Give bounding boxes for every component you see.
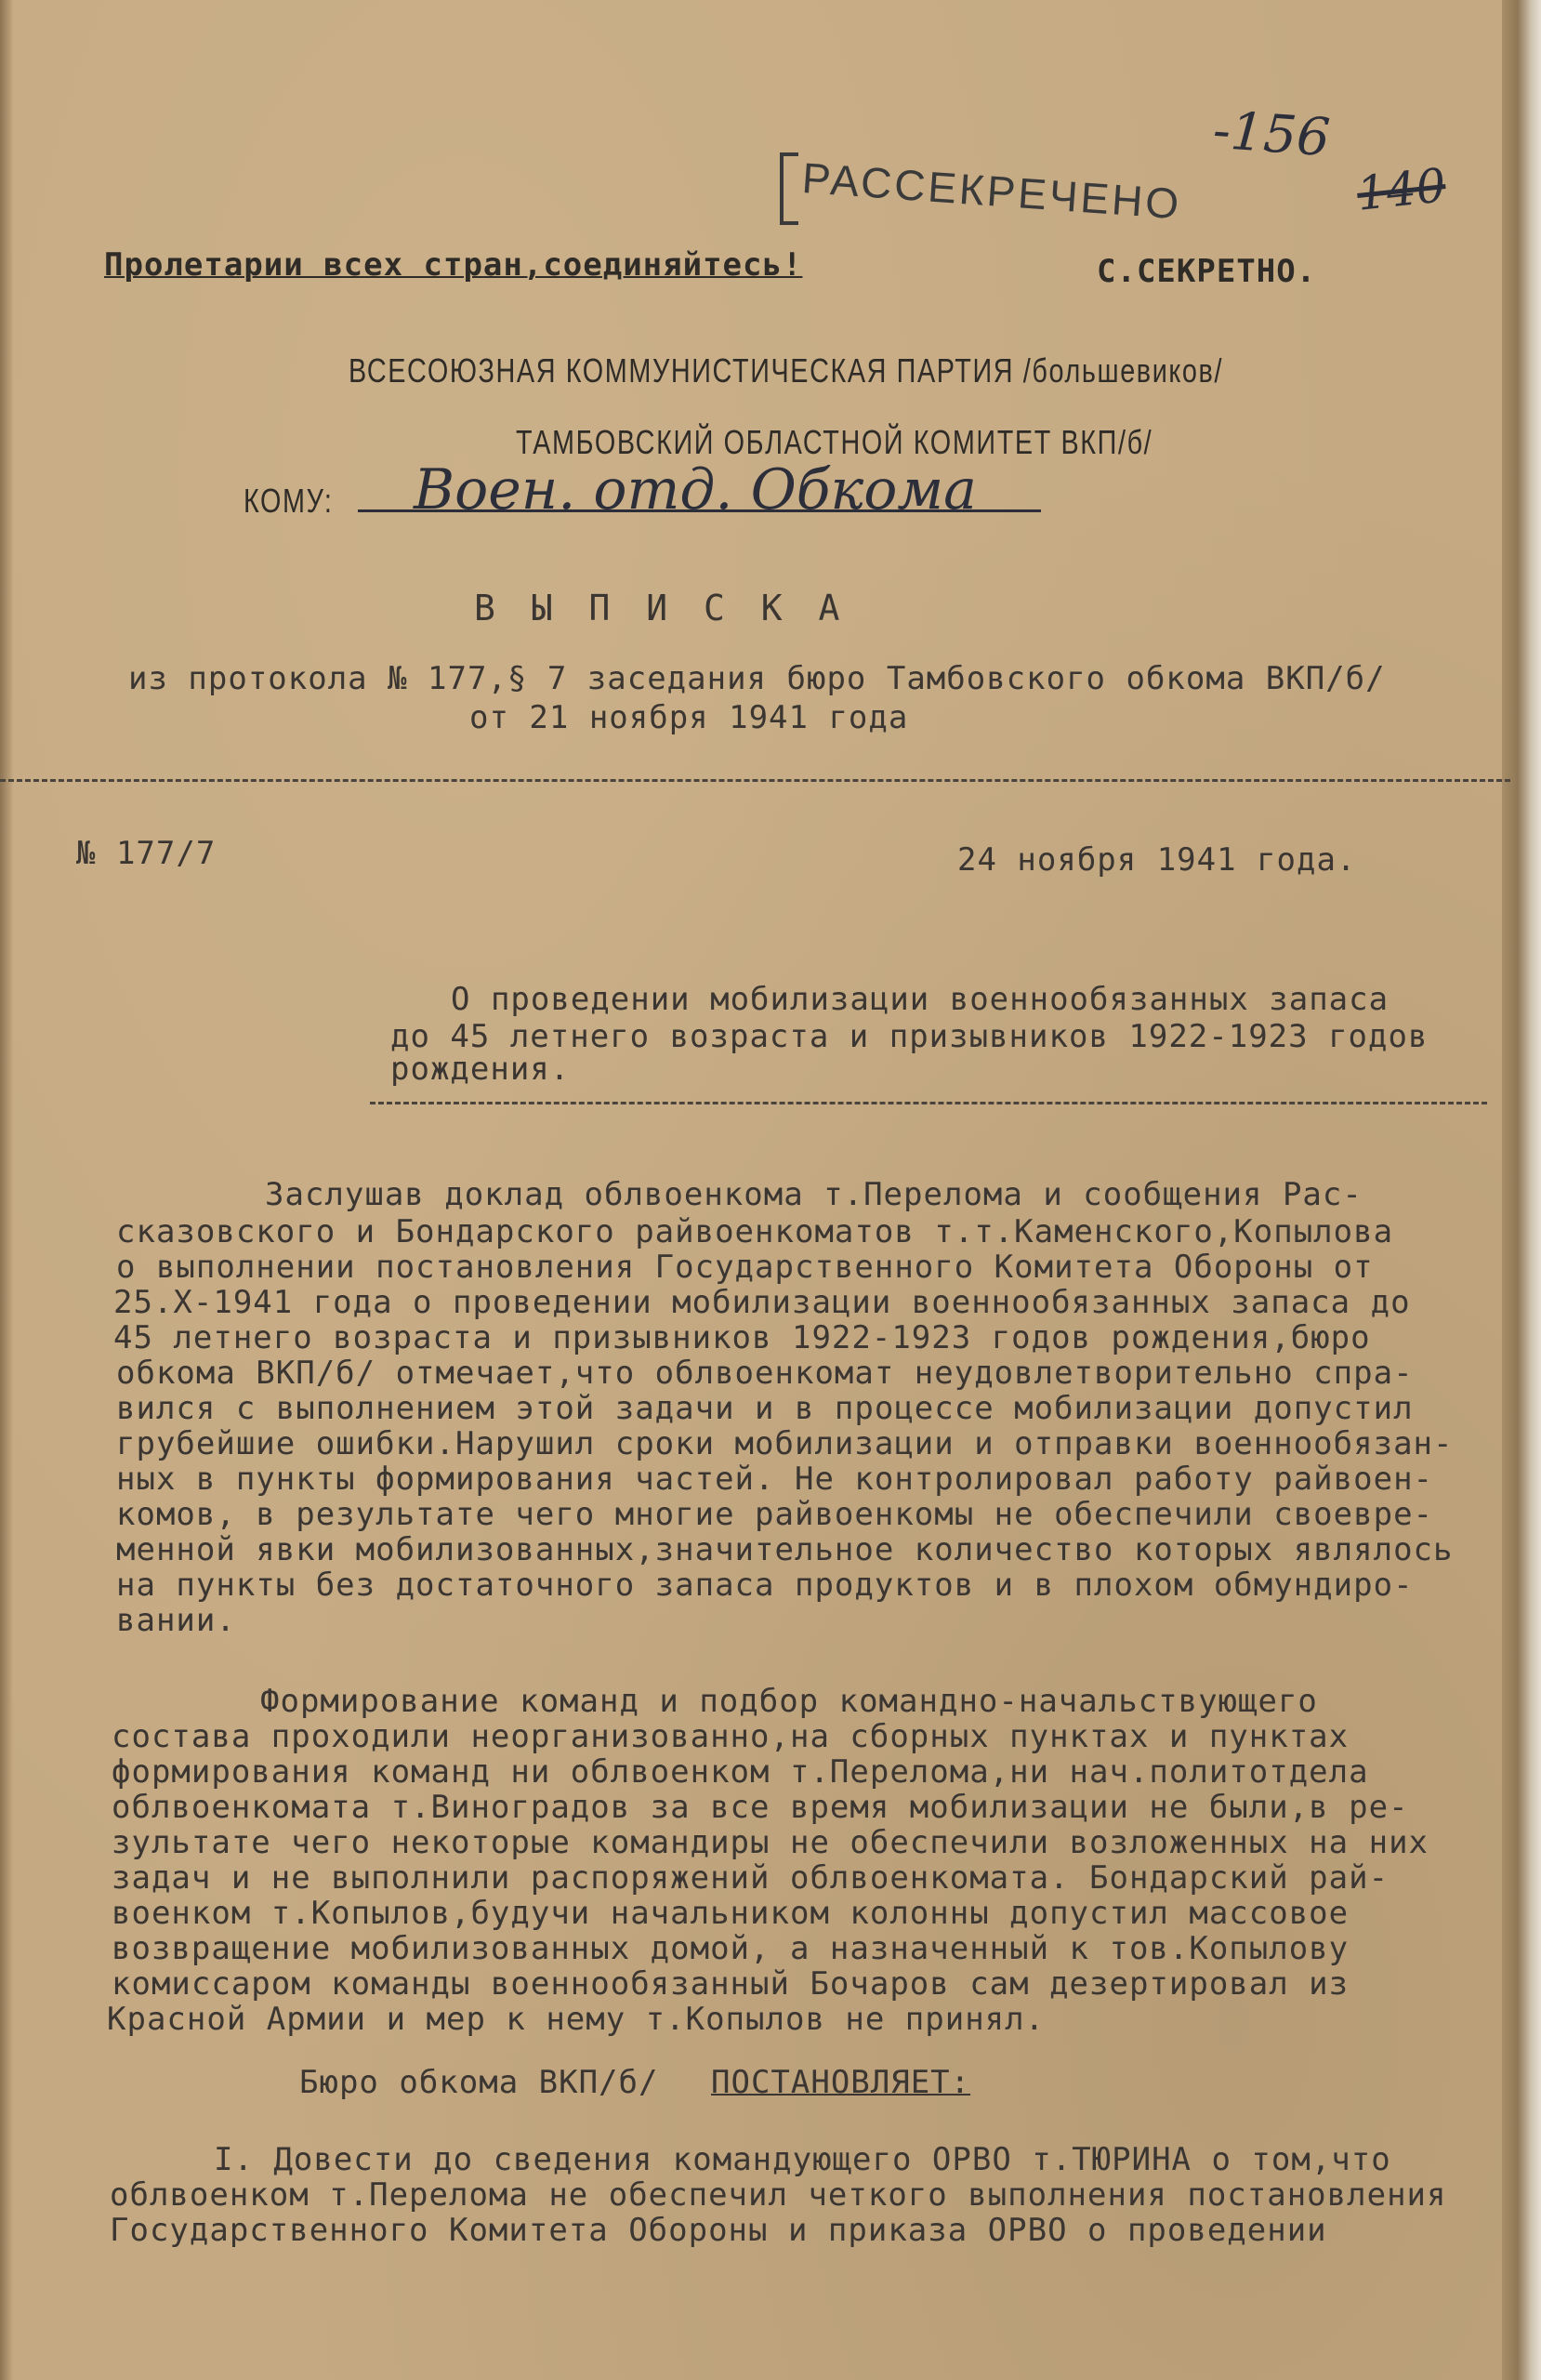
- paragraph-line: зультате чего некоторые командиры не обеспечили возложенных на них: [112, 1824, 1429, 1861]
- subject-line-2: до 45 летнего возраста и призывников 1922-1923 годов: [390, 1018, 1429, 1055]
- paragraph-line: возвращение мобилизованных домой, а назначенный к тов.Копылову: [112, 1930, 1350, 1967]
- committee-name: ТАМБОВСКИЙ ОБЛАСТНОЙ КОМИТЕТ ВКП/б/: [516, 423, 1153, 461]
- paragraph-line: 25.X-1941 года о проведении мобилизации военнообязанных запаса до: [113, 1284, 1411, 1321]
- subject-line-1: О проведении мобилизации военнообязанных запаса: [451, 981, 1390, 1018]
- protocol-date: от 21 ноября 1941 года: [469, 699, 909, 736]
- paragraph-line: I. Довести до сведения командующего ОРВО т.ТЮРИНА о том,что: [214, 2141, 1391, 2178]
- paragraph-line: комиссаром команды военнообязанный Бочаров сам дезертировал из: [112, 1965, 1350, 2003]
- separator-dashes: [0, 779, 1510, 782]
- paragraph-line: Заслушав доклад облвоенкома т.Перелома и сообщения Рас-: [265, 1176, 1363, 1213]
- paragraph-line: о выполнении постановления Государственного Комитета Обороны от: [116, 1249, 1374, 1286]
- paragraph-line: облвоенкомата т.Виноградов за все время мобилизации не были,в ре-: [112, 1789, 1409, 1826]
- page-edge-left: [0, 0, 13, 2380]
- paragraph-line: состава проходили неорганизованно,на сборных пунктах и пунктах: [112, 1718, 1350, 1755]
- slogan: Пролетарии всех стран,соединяйтесь!: [104, 246, 803, 284]
- resolution-verb: ПОСТАНОВЛЯЕТ:: [711, 2064, 971, 2101]
- paragraph-line: облвоенком т.Перелома не обеспечил четкого выполнения постановления: [110, 2176, 1447, 2214]
- classification-mark: С.СЕКРЕТНО.: [1097, 253, 1317, 290]
- page-number-struck: 140: [1354, 158, 1449, 221]
- extract-date: 24 ноября 1941 года.: [957, 841, 1357, 879]
- resolution-lead: Бюро обкома ВКП/б/: [299, 2064, 659, 2101]
- recipient-underline: [358, 509, 1041, 512]
- paragraph-line: военком т.Копылов,будучи начальником колонны допустил массовое: [112, 1895, 1350, 1932]
- paragraph-line: комов, в результате чего многие райвоенкомы не обеспечили своевре-: [116, 1496, 1434, 1533]
- subject-underline: [370, 1102, 1487, 1104]
- paragraph-line: Государственного Комитета Обороны и приказа ОРВО о проведении: [110, 2212, 1327, 2249]
- protocol-reference: из протокола № 177,§ 7 заседания бюро Тамбовского обкома ВКП/б/: [128, 660, 1386, 697]
- paragraph-line: Формирование команд и подбор командно-начальствующего: [260, 1683, 1318, 1720]
- declassified-stamp: [776, 139, 1278, 242]
- paragraph-line: ных в пункты формирования частей. Не контролировал работу райвоен-: [116, 1461, 1434, 1498]
- document-title: В Ы П И С К А: [474, 588, 848, 628]
- paragraph-line: Красной Армии и мер к нему т.Копылов не принял.: [107, 2001, 1046, 2038]
- paragraph-line: сказовского и Бондарского райвоенкоматов т.т.Каменского,Копылова: [116, 1213, 1394, 1250]
- paragraph-line: 45 летнего возраста и призывников 1922-1923 годов рождения,бюро: [113, 1319, 1371, 1356]
- paragraph-line: обкома ВКП/б/ отмечает,что облвоенкомат неудовлетворительно спра-: [116, 1355, 1414, 1392]
- page-number-handwritten: -156: [1210, 99, 1332, 169]
- stamp-text: РАССЕКРЕЧЕНО: [800, 152, 1183, 229]
- paragraph-line: вился с выполнением этой задачи и в процессе мобилизации допустил: [116, 1390, 1414, 1427]
- paragraph-line: задач и не выполнили распоряжений облвоенкомата. Бондарский рай-: [112, 1859, 1390, 1897]
- recipient-handwritten: Воен. отд. Обкома: [414, 457, 977, 522]
- stamp-bracket: [780, 152, 798, 225]
- paragraph-line: на пункты без достаточного запаса продуктов и в плохом обмундиро-: [116, 1567, 1414, 1604]
- subject-line-3: рождения.: [390, 1051, 571, 1088]
- paragraph-line: менной явки мобилизованных,значительное количество которых являлось: [116, 1531, 1454, 1568]
- paragraph-line: вании.: [116, 1602, 236, 1639]
- recipient-label: КОМУ:: [244, 482, 334, 520]
- paragraph-line: грубейшие ошибки.Нарушил сроки мобилизации и отправки военнообязан-: [116, 1425, 1454, 1462]
- extract-number: № 177/7: [76, 835, 217, 872]
- paragraph-line: формирования команд ни облвоенком т.Перелома,ни нач.политотдела: [112, 1753, 1369, 1791]
- page-edge-right: [1502, 0, 1541, 2380]
- party-name: ВСЕСОЮЗНАЯ КОММУНИСТИЧЕСКАЯ ПАРТИЯ /большевиков/: [349, 351, 1224, 390]
